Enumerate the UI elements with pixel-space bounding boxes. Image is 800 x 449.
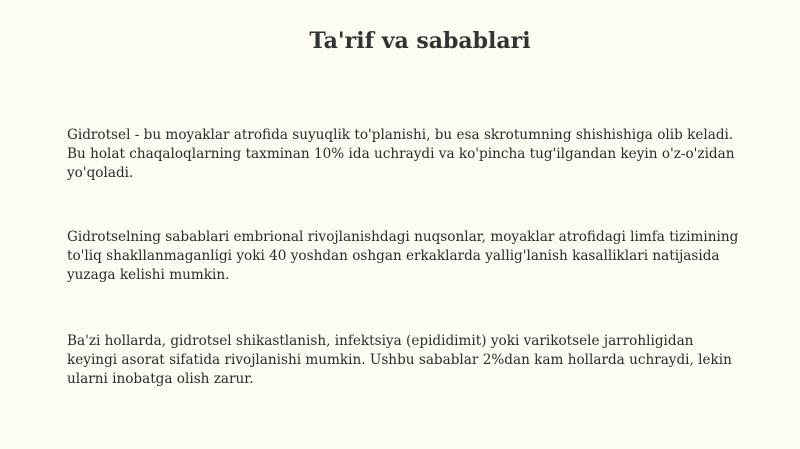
paragraph-complications: Ba'zi hollarda, gidrotsel shikastlanish, infektsiya (epididimit) yoki varikotsele jarrohligidan keyingi asorat sifatida rivojlanishi mumkin. Ushbu sabablar 2%dan kam hollarda uchraydi, lekin ularni inobatga olish zarur. <box>67 333 732 387</box>
paragraph-definition: Gidrotsel - bu moyaklar atrofida suyuqlik to'planishi, bu esa skrotumning shishishiga olib keladi. Bu holat chaqaloqlarning taxminan 10% ida uchraydi va ko'pincha tug'ilgandan keyin o'z-o'zidan yo'qoladi. <box>67 127 735 181</box>
paragraph-causes: Gidrotselning sabablari embrional rivojlanishdagi nuqsonlar, moyaklar atrofidagi limfa tizimining to'liq shakllanmaganligi yoki 40 yoshdan oshgan erkaklarda yallig'lanish kasalliklari natijasida yuzaga kelishi mumkin. <box>67 229 739 283</box>
slide-title: Ta'rif va sabablari <box>309 28 531 54</box>
